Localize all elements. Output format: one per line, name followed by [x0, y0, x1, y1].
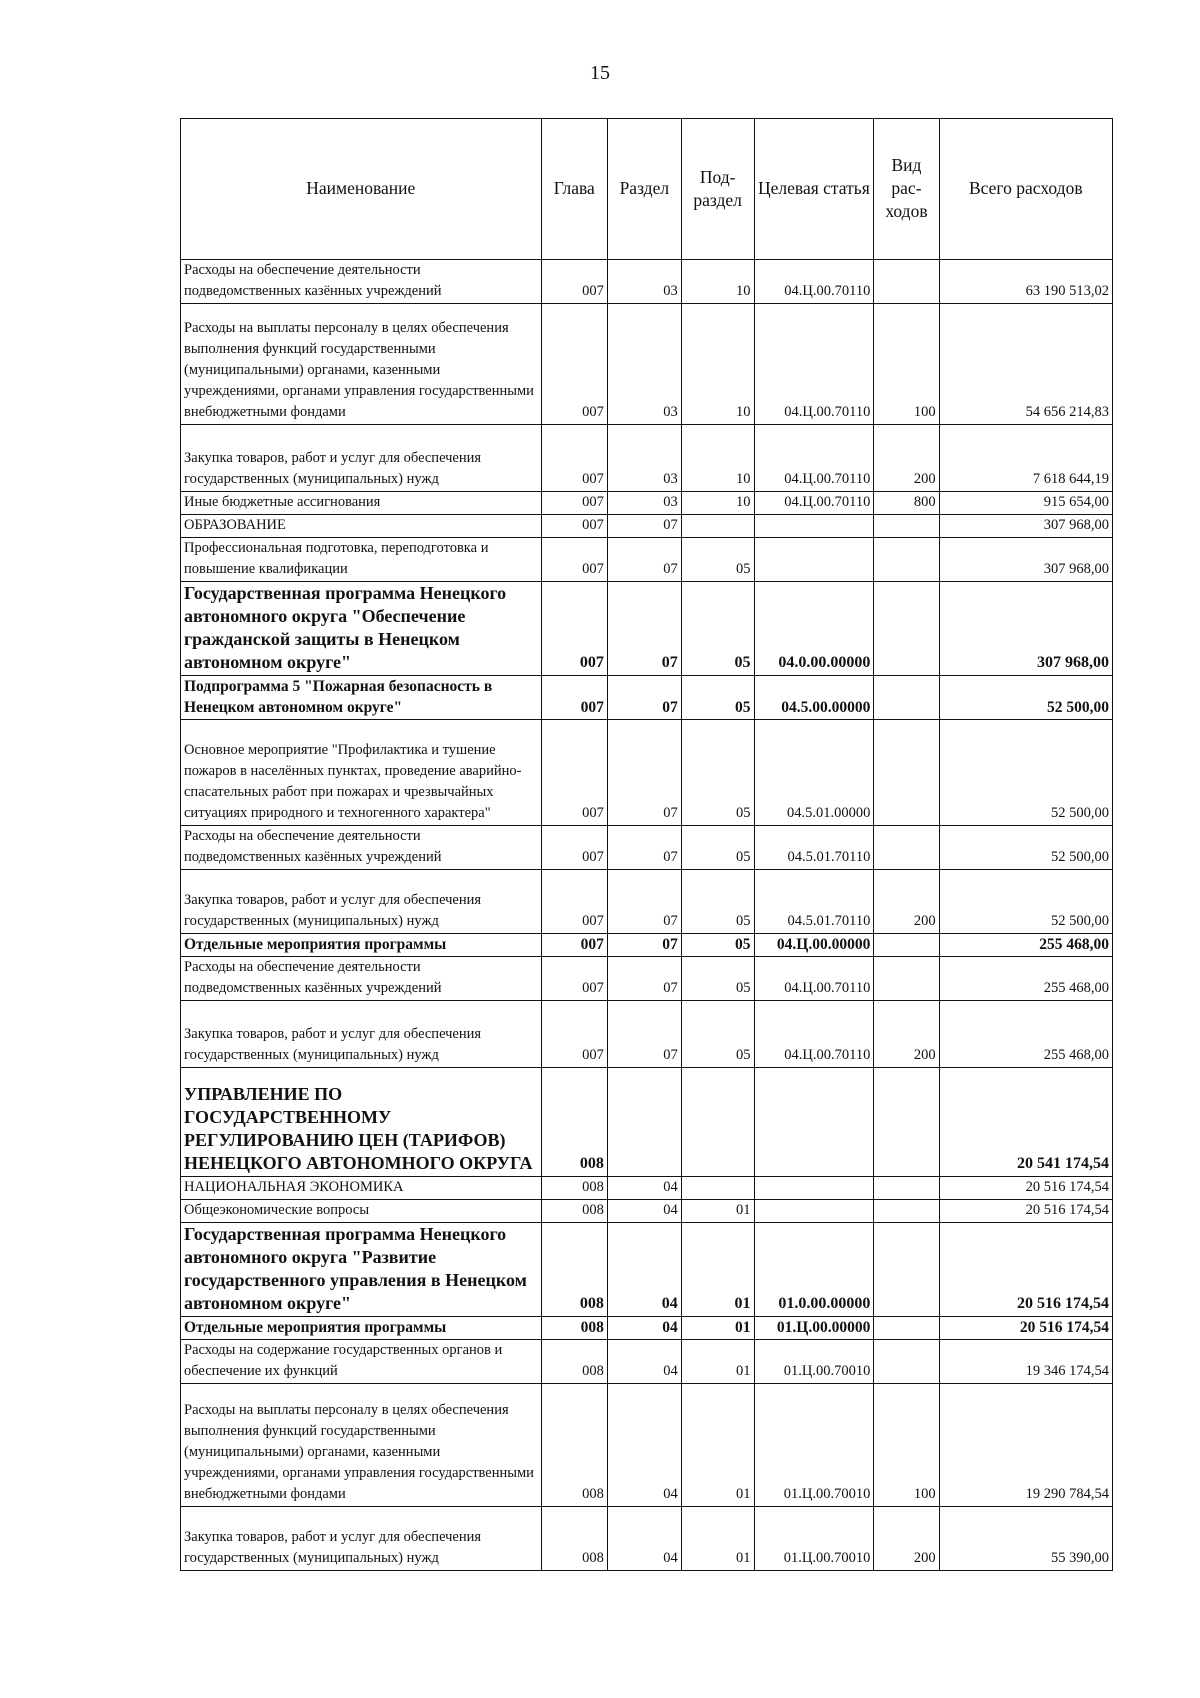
cell-name: УПРАВЛЕНИЕ ПО ГОСУДАРСТВЕННОМУ РЕГУЛИРОВАНИЮ ЦЕН (ТАРИФОВ) НЕНЕЦКОГО АВТОНОМНОГО ОКРУГА — [181, 1068, 542, 1177]
cell-name: Расходы на обеспечение деятельности подведомственных казённых учреждений — [181, 826, 542, 870]
cell-razdel: 04 — [607, 1200, 681, 1223]
cell-total: 255 468,00 — [939, 957, 1112, 1001]
cell-tselevaya — [754, 1177, 874, 1200]
cell-podrazdel: 01 — [681, 1384, 754, 1507]
cell-podrazdel: 01 — [681, 1507, 754, 1571]
cell-name: Государственная программа Ненецкого автономного округа "Обеспечение гражданской защиты в Ненецком автономном округе" — [181, 582, 542, 676]
cell-tselevaya: 01.Ц.00.70010 — [754, 1384, 874, 1507]
table-row — [181, 676, 1113, 720]
cell-glava: 008 — [541, 1068, 607, 1177]
cell-razdel: 04 — [607, 1507, 681, 1571]
cell-vid: 200 — [874, 1001, 939, 1068]
cell-total: 915 654,00 — [939, 492, 1112, 515]
cell-podrazdel — [681, 1177, 754, 1200]
cell-name: Закупка товаров, работ и услуг для обеспечения государственных (муниципальных) нужд — [181, 1001, 542, 1068]
cell-vid — [874, 720, 939, 826]
cell-name: ОБРАЗОВАНИЕ — [181, 515, 542, 538]
cell-razdel: 07 — [607, 515, 681, 538]
cell-podrazdel — [681, 1068, 754, 1177]
cell-tselevaya — [754, 538, 874, 582]
cell-vid — [874, 826, 939, 870]
cell-razdel: 04 — [607, 1177, 681, 1200]
cell-tselevaya: 01.Ц.00.00000 — [754, 1317, 874, 1340]
cell-tselevaya — [754, 1068, 874, 1177]
cell-name: Общеэкономические вопросы — [181, 1200, 542, 1223]
cell-name: Основное мероприятие "Профилактика и тушение пожаров в населённых пунктах, проведение аварийно-спасательных работ при пожарах и чрезвычайных ситуациях природного и техногенного характера" — [181, 720, 542, 826]
table-row — [181, 582, 1113, 676]
cell-glava: 008 — [541, 1384, 607, 1507]
cell-glava: 008 — [541, 1223, 607, 1317]
cell-glava: 007 — [541, 304, 607, 425]
cell-vid — [874, 1177, 939, 1200]
cell-tselevaya: 04.Ц.00.70110 — [754, 1001, 874, 1068]
page-number: 15 — [590, 62, 610, 84]
cell-total: 307 968,00 — [939, 538, 1112, 582]
cell-tselevaya: 01.Ц.00.70010 — [754, 1340, 874, 1384]
cell-podrazdel: 01 — [681, 1340, 754, 1384]
cell-glava: 008 — [541, 1200, 607, 1223]
cell-tselevaya: 04.Ц.00.70110 — [754, 304, 874, 425]
cell-name: Подпрограмма 5 "Пожарная безопасность в Ненецком автономном округе" — [181, 676, 542, 720]
cell-total: 20 516 174,54 — [939, 1177, 1112, 1200]
cell-glava: 008 — [541, 1507, 607, 1571]
cell-total: 7 618 644,19 — [939, 425, 1112, 492]
cell-razdel: 07 — [607, 934, 681, 957]
cell-glava: 007 — [541, 425, 607, 492]
cell-podrazdel: 05 — [681, 957, 754, 1001]
cell-vid — [874, 934, 939, 957]
cell-name: Профессиональная подготовка, переподготовка и повышение квалификации — [181, 538, 542, 582]
table-row — [181, 934, 1113, 957]
cell-name: Расходы на обеспечение деятельности подведомственных казённых учреждений — [181, 260, 542, 304]
table-row — [181, 492, 1113, 515]
cell-podrazdel: 05 — [681, 870, 754, 934]
col-header-total: Всего расходов — [939, 119, 1112, 260]
cell-vid — [874, 515, 939, 538]
cell-glava: 007 — [541, 515, 607, 538]
cell-razdel: 07 — [607, 957, 681, 1001]
cell-razdel: 03 — [607, 304, 681, 425]
budget-table — [180, 118, 1113, 1571]
cell-podrazdel: 05 — [681, 934, 754, 957]
cell-tselevaya: 04.5.00.00000 — [754, 676, 874, 720]
cell-vid: 100 — [874, 304, 939, 425]
cell-tselevaya: 01.0.00.00000 — [754, 1223, 874, 1317]
cell-name: Закупка товаров, работ и услуг для обеспечения государственных (муниципальных) нужд — [181, 1507, 542, 1571]
table-row — [181, 1068, 1113, 1177]
cell-razdel: 07 — [607, 826, 681, 870]
cell-vid — [874, 582, 939, 676]
cell-podrazdel: 01 — [681, 1200, 754, 1223]
cell-name: Расходы на содержание государственных органов и обеспечение их функций — [181, 1340, 542, 1384]
cell-podrazdel: 10 — [681, 304, 754, 425]
cell-total: 307 968,00 — [939, 582, 1112, 676]
cell-vid: 200 — [874, 870, 939, 934]
cell-razdel — [607, 1068, 681, 1177]
cell-tselevaya — [754, 515, 874, 538]
cell-vid — [874, 1223, 939, 1317]
cell-vid — [874, 1068, 939, 1177]
cell-glava: 007 — [541, 934, 607, 957]
cell-podrazdel: 05 — [681, 582, 754, 676]
table-row — [181, 720, 1113, 826]
cell-name: Государственная программа Ненецкого автономного округа "Развитие государственного управления в Ненецком автономном округе" — [181, 1223, 542, 1317]
col-header-vid: Вид рас-ходов — [874, 119, 939, 260]
col-header-glava: Глава — [541, 119, 607, 260]
cell-name: Закупка товаров, работ и услуг для обеспечения государственных (муниципальных) нужд — [181, 870, 542, 934]
cell-podrazdel: 05 — [681, 538, 754, 582]
cell-vid — [874, 957, 939, 1001]
cell-tselevaya: 04.Ц.00.00000 — [754, 934, 874, 957]
cell-razdel: 07 — [607, 1001, 681, 1068]
cell-razdel: 03 — [607, 260, 681, 304]
cell-total: 20 516 174,54 — [939, 1200, 1112, 1223]
cell-razdel: 07 — [607, 720, 681, 826]
cell-total: 255 468,00 — [939, 1001, 1112, 1068]
cell-razdel: 03 — [607, 425, 681, 492]
cell-total: 20 541 174,54 — [939, 1068, 1112, 1177]
header-row — [181, 119, 1113, 260]
col-header-tselevaya: Целевая статья — [754, 119, 874, 260]
cell-total: 255 468,00 — [939, 934, 1112, 957]
cell-total: 52 500,00 — [939, 720, 1112, 826]
table-row — [181, 1001, 1113, 1068]
table-row — [181, 1317, 1113, 1340]
cell-razdel: 03 — [607, 492, 681, 515]
cell-vid — [874, 260, 939, 304]
cell-vid — [874, 1200, 939, 1223]
cell-podrazdel: 01 — [681, 1317, 754, 1340]
cell-vid — [874, 676, 939, 720]
cell-podrazdel: 01 — [681, 1223, 754, 1317]
table-row — [181, 957, 1113, 1001]
cell-vid — [874, 538, 939, 582]
cell-vid — [874, 1340, 939, 1384]
cell-razdel: 04 — [607, 1317, 681, 1340]
cell-podrazdel: 05 — [681, 720, 754, 826]
cell-name: Отдельные мероприятия программы — [181, 1317, 542, 1340]
cell-razdel: 04 — [607, 1223, 681, 1317]
cell-tselevaya — [754, 1200, 874, 1223]
cell-total: 55 390,00 — [939, 1507, 1112, 1571]
table-row — [181, 538, 1113, 582]
col-header-podrazdel: Под-раздел — [681, 119, 754, 260]
cell-vid: 800 — [874, 492, 939, 515]
table-row — [181, 870, 1113, 934]
cell-tselevaya: 04.Ц.00.70110 — [754, 260, 874, 304]
cell-razdel: 07 — [607, 676, 681, 720]
table-row — [181, 1384, 1113, 1507]
table-row — [181, 1177, 1113, 1200]
cell-glava: 008 — [541, 1317, 607, 1340]
cell-glava: 007 — [541, 720, 607, 826]
col-header-razdel: Раздел — [607, 119, 681, 260]
cell-razdel: 07 — [607, 870, 681, 934]
cell-glava: 007 — [541, 1001, 607, 1068]
table-row — [181, 304, 1113, 425]
cell-podrazdel: 10 — [681, 260, 754, 304]
cell-total: 20 516 174,54 — [939, 1223, 1112, 1317]
cell-podrazdel: 05 — [681, 1001, 754, 1068]
cell-total: 54 656 214,83 — [939, 304, 1112, 425]
table-row — [181, 826, 1113, 870]
cell-name: Закупка товаров, работ и услуг для обеспечения государственных (муниципальных) нужд — [181, 425, 542, 492]
cell-razdel: 04 — [607, 1384, 681, 1507]
cell-tselevaya: 04.5.01.70110 — [754, 870, 874, 934]
cell-tselevaya: 01.Ц.00.70010 — [754, 1507, 874, 1571]
cell-podrazdel: 10 — [681, 425, 754, 492]
cell-glava: 008 — [541, 1340, 607, 1384]
cell-name: Расходы на выплаты персоналу в целях обеспечения выполнения функций государственными (муниципальными) органами, казенными учреждениями, органами управления государственными внебюджетными фондами — [181, 1384, 542, 1507]
cell-total: 19 290 784,54 — [939, 1384, 1112, 1507]
cell-tselevaya: 04.Ц.00.70110 — [754, 492, 874, 515]
cell-total: 52 500,00 — [939, 676, 1112, 720]
cell-podrazdel: 05 — [681, 826, 754, 870]
cell-tselevaya: 04.5.01.00000 — [754, 720, 874, 826]
cell-razdel: 07 — [607, 538, 681, 582]
cell-glava: 008 — [541, 1177, 607, 1200]
cell-total: 52 500,00 — [939, 826, 1112, 870]
cell-name: Иные бюджетные ассигнования — [181, 492, 542, 515]
table-row — [181, 260, 1113, 304]
cell-podrazdel — [681, 515, 754, 538]
cell-glava: 007 — [541, 826, 607, 870]
cell-glava: 007 — [541, 676, 607, 720]
cell-vid: 200 — [874, 425, 939, 492]
cell-name: Отдельные мероприятия программы — [181, 934, 542, 957]
cell-total: 19 346 174,54 — [939, 1340, 1112, 1384]
cell-total: 20 516 174,54 — [939, 1317, 1112, 1340]
cell-total: 63 190 513,02 — [939, 260, 1112, 304]
cell-tselevaya: 04.Ц.00.70110 — [754, 957, 874, 1001]
table-row — [181, 1223, 1113, 1317]
cell-glava: 007 — [541, 582, 607, 676]
cell-total: 307 968,00 — [939, 515, 1112, 538]
cell-total: 52 500,00 — [939, 870, 1112, 934]
cell-glava: 007 — [541, 492, 607, 515]
table-row — [181, 425, 1113, 492]
cell-name: Расходы на выплаты персоналу в целях обеспечения выполнения функций государственными (муниципальными) органами, казенными учреждениями, органами управления государственными внебюджетными фондами — [181, 304, 542, 425]
cell-vid: 200 — [874, 1507, 939, 1571]
cell-glava: 007 — [541, 957, 607, 1001]
cell-glava: 007 — [541, 870, 607, 934]
col-header-name: Наименование — [181, 119, 542, 260]
cell-tselevaya: 04.0.00.00000 — [754, 582, 874, 676]
cell-name: НАЦИОНАЛЬНАЯ ЭКОНОМИКА — [181, 1177, 542, 1200]
cell-glava: 007 — [541, 260, 607, 304]
cell-name: Расходы на обеспечение деятельности подведомственных казённых учреждений — [181, 957, 542, 1001]
cell-podrazdel: 10 — [681, 492, 754, 515]
cell-tselevaya: 04.Ц.00.70110 — [754, 425, 874, 492]
cell-glava: 007 — [541, 538, 607, 582]
cell-podrazdel: 05 — [681, 676, 754, 720]
cell-vid: 100 — [874, 1384, 939, 1507]
cell-razdel: 07 — [607, 582, 681, 676]
table-row — [181, 1200, 1113, 1223]
table-row — [181, 1340, 1113, 1384]
cell-vid — [874, 1317, 939, 1340]
table-row — [181, 1507, 1113, 1571]
cell-tselevaya: 04.5.01.70110 — [754, 826, 874, 870]
cell-razdel: 04 — [607, 1340, 681, 1384]
table-row — [181, 515, 1113, 538]
